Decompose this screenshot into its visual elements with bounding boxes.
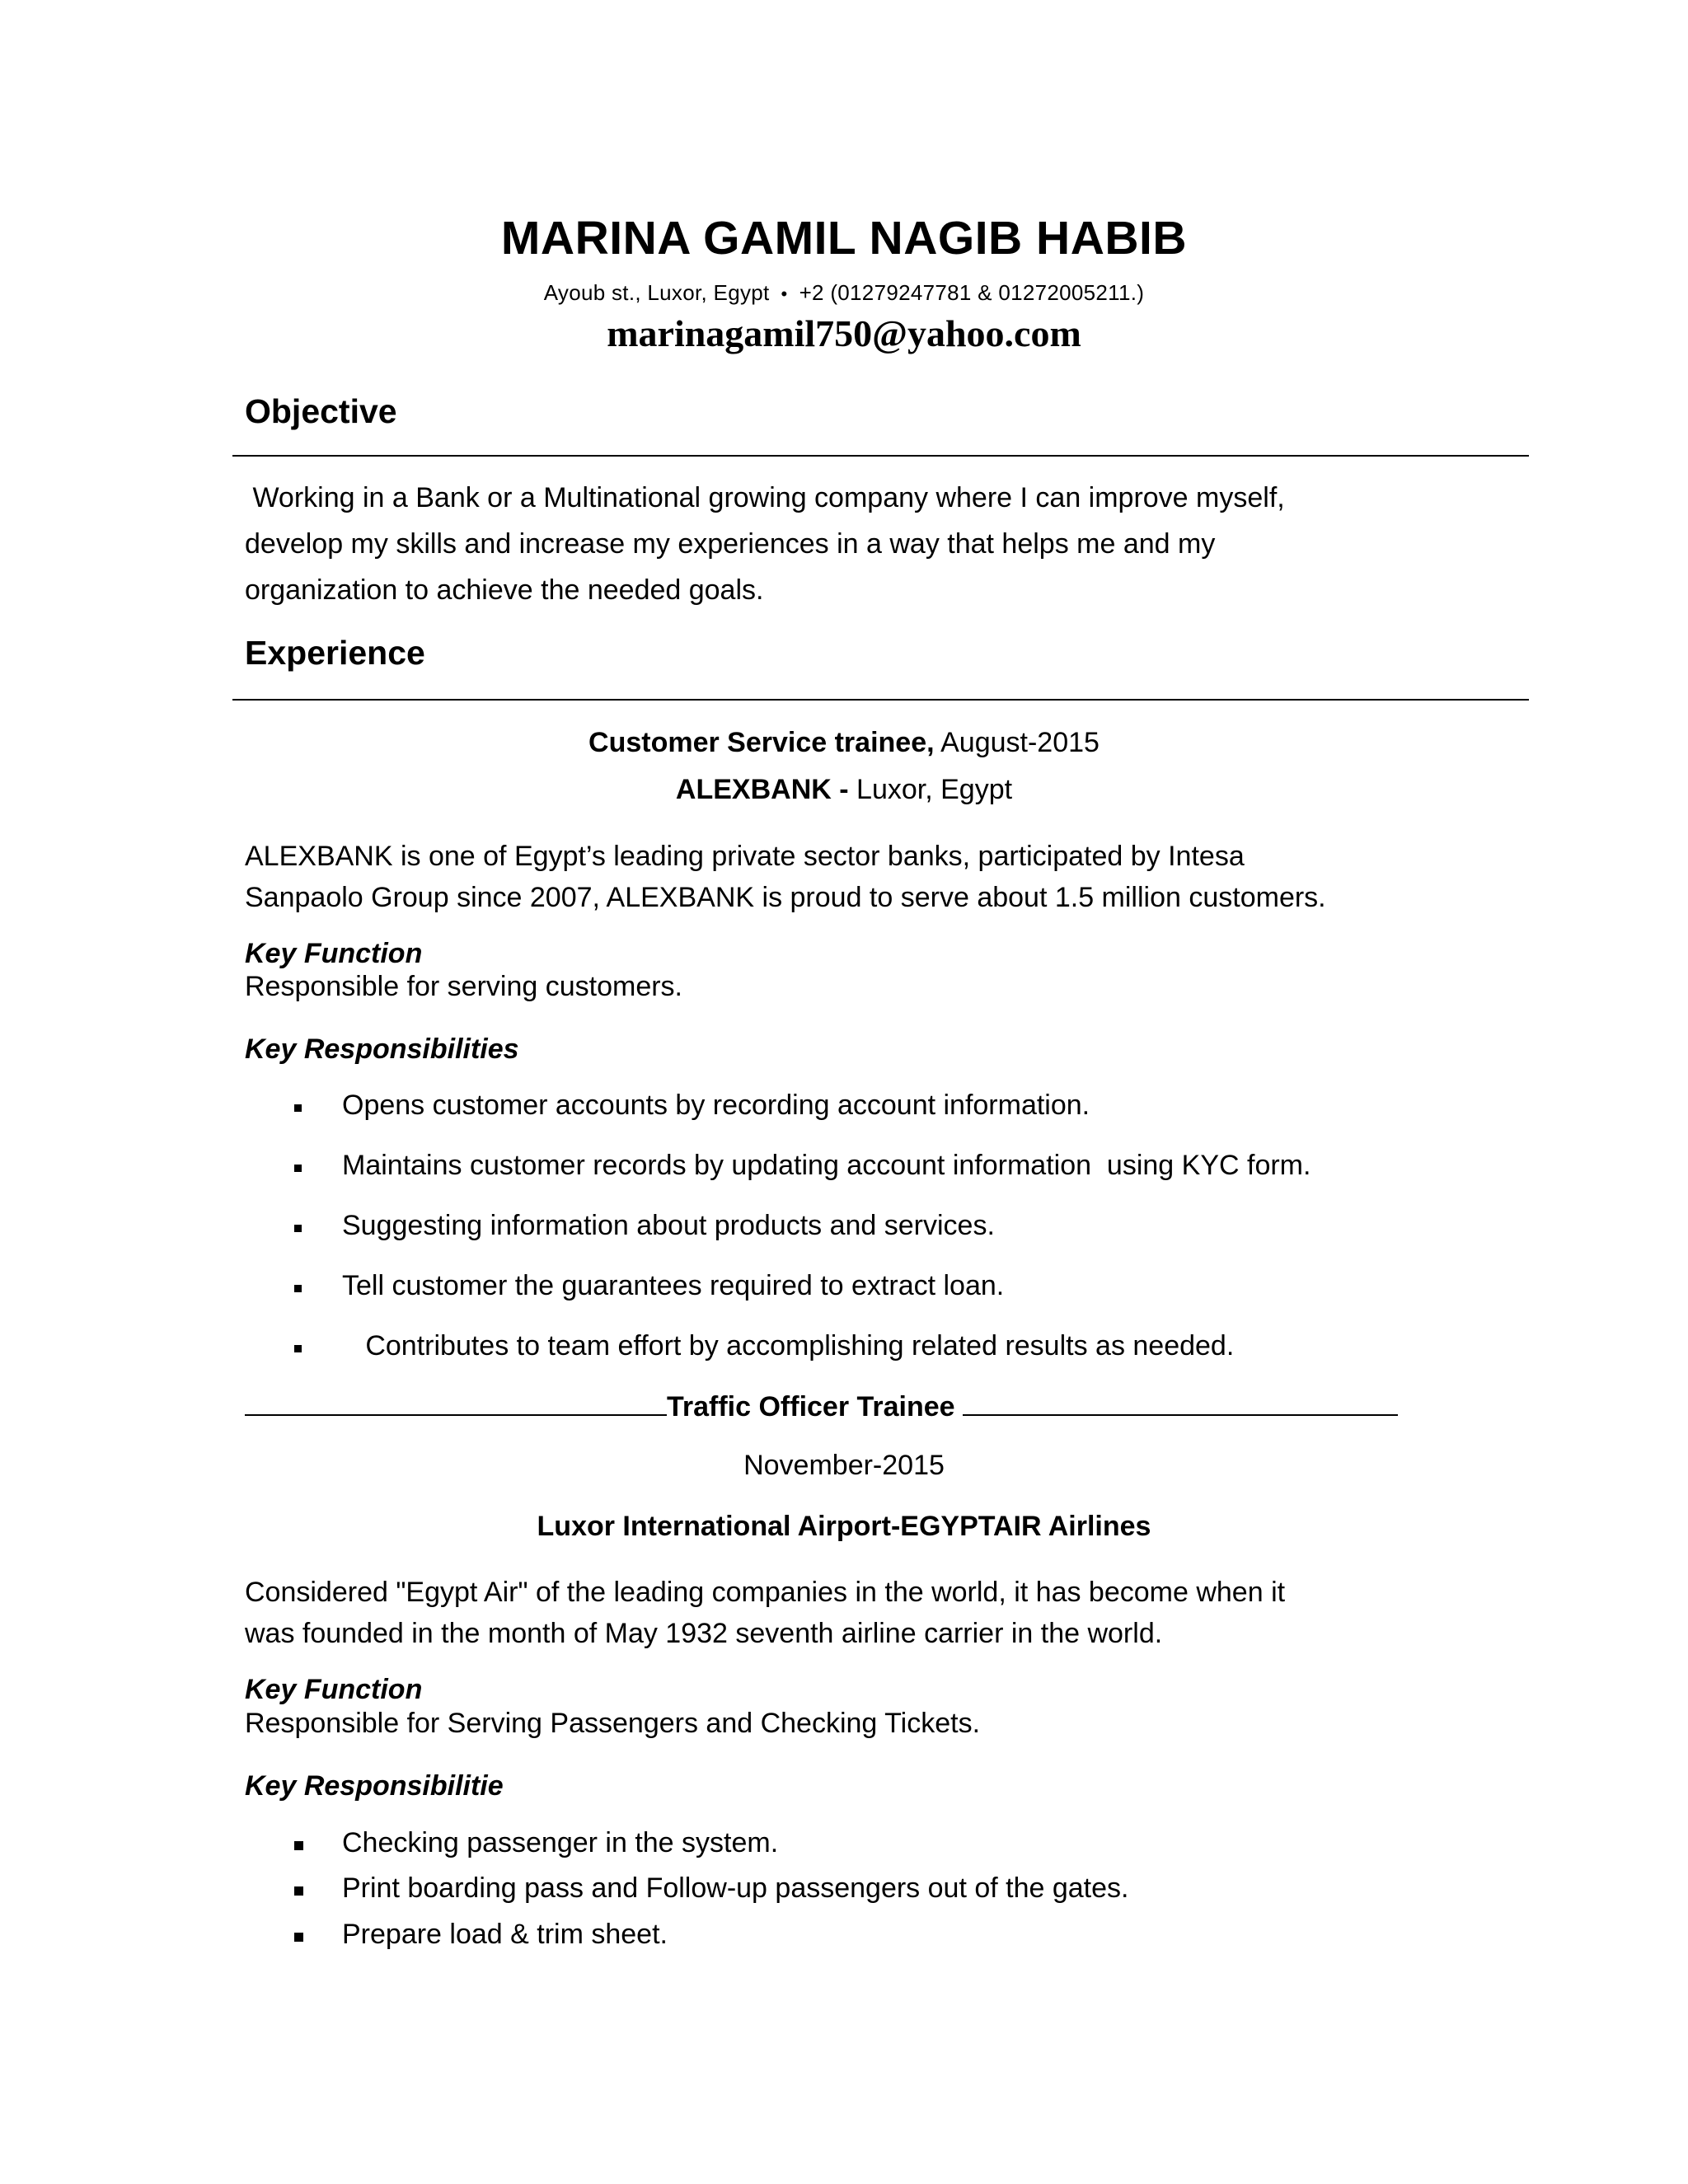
job1-description	[245, 836, 1481, 918]
job2-date: November-2015	[743, 1450, 945, 1481]
objective-text	[245, 475, 1481, 613]
job2-key-function: Responsible for Serving Passengers and Checking Tickets.	[245, 1708, 981, 1739]
experience-divider	[232, 699, 1529, 701]
job1-date: August-2015	[934, 727, 1100, 758]
square-bullet-icon	[294, 1165, 302, 1172]
objective-line: develop my skills and increase my experiences in a way that helps me and my	[245, 528, 1216, 560]
square-bullet-icon	[294, 1345, 302, 1352]
job1-key-responsibilities-label: Key Responsibilities	[245, 1033, 519, 1065]
job1-key-function: Responsible for serving customers.	[245, 971, 683, 1002]
job2-title-line	[245, 1390, 1398, 1423]
job1-title-line	[0, 727, 1688, 759]
job2-description-line: Considered "Egypt Air" of the leading companies in the world, it has become when it	[245, 1577, 1286, 1608]
job1-description-line: Sanpaolo Group since 2007, ALEXBANK is proud to serve about 1.5 million customers.	[245, 882, 1326, 913]
job1-location: Luxor, Egypt	[848, 774, 1013, 805]
job2-key-responsibilities-label: Key Responsibilitie	[245, 1770, 504, 1802]
job2-description	[245, 1572, 1481, 1654]
job1-title: Customer Service trainee,	[588, 727, 935, 758]
address: Ayoub st., Luxor, Egypt	[543, 280, 770, 305]
square-bullet-icon	[294, 1225, 302, 1232]
square-bullet-icon	[294, 1886, 303, 1896]
square-bullet-icon	[294, 1841, 303, 1850]
job1-description-line: ALEXBANK is one of Egypt’s leading private sector banks, participated by Intesa	[245, 841, 1245, 872]
square-bullet-icon	[294, 1285, 302, 1292]
job1-company: ALEXBANK -	[675, 774, 849, 805]
job2-title: Traffic Officer Trainee	[667, 1391, 955, 1422]
phone-numbers: +2 (01279247781 & 01272005211.)	[799, 280, 1145, 305]
job2-key-function-label: Key Function	[245, 1674, 423, 1705]
objective-line: Working in a Bank or a Multinational growing company where I can improve myself,	[245, 482, 1285, 513]
email-address: marinagamil750@yahoo.com	[607, 312, 1081, 354]
objective-heading: Objective	[245, 392, 397, 430]
job2-company: Luxor International Airport-EGYPTAIR Airlines	[537, 1511, 1151, 1542]
bullet-separator: •	[781, 284, 788, 304]
objective-line: organization to achieve the needed goals.	[245, 574, 764, 606]
experience-heading: Experience	[245, 634, 425, 672]
resume-page: MARINA GAMIL NAGIB HABIB Ayoub st., Luxor, Egypt • +2 (01279247781 & 01272005211.) marinagamil750@yahoo.com Objective Working in a Bank or a Multinational growing company where I can improve myself, develop my skills and increase my experiences in a way that helps me and my organization to achieve the needed goals. Experience Customer Service trainee, August-2015 ALEXBANK - Luxor, Egypt ALEXBANK is one of Egypt’s leading private sector banks, participated by Intesa Sanpaolo Group since 2007, ALEXBANK is proud to serve about 1.5 million customers. Key Function Responsible for serving customers. Key Responsibilities Opens customer accounts by recording account information. Maintains customer records by updating account information using KYC form. Suggesting information about products and services. Tell customer the guarantees required to extract loan. Contributes to team effort by accomplishing related results as needed. Traffic Officer Trainee November-2015 Luxor International Airport-EGYPTAIR Airlines Considered "Egypt Air" of the leading companies in the world, it has become when it was founded in the month of May 1932 seventh airline carrier in the world. Key Function Responsible for Serving Passengers and Checking Tickets. Key Responsibilitie Checking passenger in the system. Print boarding pass and Follow-up passengers out of the gates. Prepare load & trim sheet.	[0, 0, 1688, 2184]
title-underline-left	[245, 1390, 667, 1416]
square-bullet-icon	[294, 1933, 303, 1942]
objective-divider	[232, 455, 1529, 457]
title-underline-right	[963, 1390, 1398, 1416]
job2-description-line: was founded in the month of May 1932 seventh airline carrier in the world.	[245, 1618, 1163, 1649]
job1-company-line	[0, 774, 1688, 806]
job1-key-function-label: Key Function	[245, 938, 423, 969]
candidate-name: MARINA GAMIL NAGIB HABIB	[500, 212, 1188, 265]
square-bullet-icon	[294, 1104, 302, 1112]
contact-line	[0, 280, 1688, 306]
